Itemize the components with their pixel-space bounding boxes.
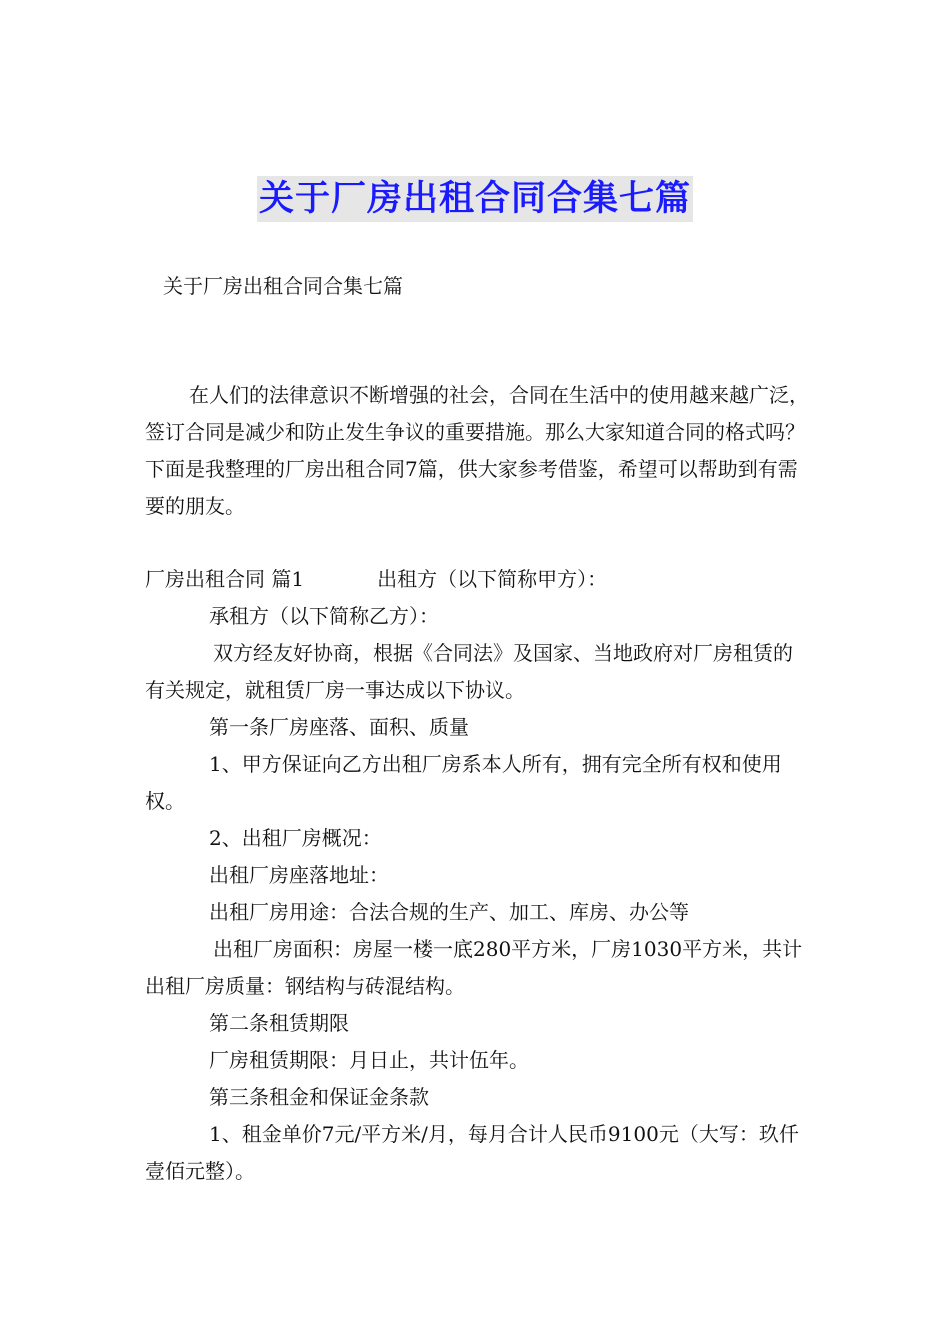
intro-section <box>145 377 810 525</box>
article-1-clause-1: 1、甲方保证向乙方出租厂房系本人所有，拥有完全所有权和使用权。 <box>145 752 782 813</box>
preamble-paragraph: 双方经友好协商，根据《合同法》及国家、当地政府对厂房租赁的有关规定，就租赁厂房一事达成以下协议。 <box>145 641 793 702</box>
contract-heading-row <box>145 561 810 598</box>
article-1-usage: 出租厂房用途：合法合规的生产、加工、库房、办公等 <box>209 900 689 924</box>
party-a-line: 出租方（以下简称甲方）： <box>377 567 608 591</box>
article-1-title: 第一条厂房座落、面积、质量 <box>209 715 469 739</box>
article-1-area: 出租厂房面积：房屋一楼一底280平方米，厂房1030平方米，共计出租厂房质量：钢结构与砖混结构。 <box>145 937 803 998</box>
article-2-title: 第二条租赁期限 <box>209 1011 349 1035</box>
party-b-line: 承租方（以下简称乙方）： <box>209 604 439 628</box>
contract-section <box>145 561 810 1190</box>
contract-heading: 厂房出租合同 篇1 <box>145 567 305 591</box>
heading-gap <box>304 561 377 598</box>
article-1-clause-2: 2、出租厂房概况： <box>209 826 382 850</box>
document-title: 关于厂房出租合同合集七篇 <box>257 176 693 222</box>
article-2-clause-1: 厂房租赁期限：月日止，共计伍年。 <box>209 1048 529 1072</box>
article-3-clause-1: 1、租金单价7元/平方米/月，每月合计人民币9100元（大写：玖仟壹佰元整）。 <box>145 1122 799 1183</box>
article-3-title: 第三条租金和保证金条款 <box>209 1085 429 1109</box>
article-1-address: 出租厂房座落地址： <box>209 863 389 887</box>
document-subtitle: 关于厂房出租合同合集七篇 <box>163 274 403 298</box>
intro-paragraph: 在人们的法律意识不断增强的社会，合同在生活中的使用越来越广泛，签订合同是减少和防止发生争议的重要措施。那么大家知道合同的格式吗？下面是我整理的厂房出租合同7篇，供大家参考借鉴，希望可以帮助到有需要的朋友。 <box>145 383 809 518</box>
title-block <box>0 176 950 222</box>
